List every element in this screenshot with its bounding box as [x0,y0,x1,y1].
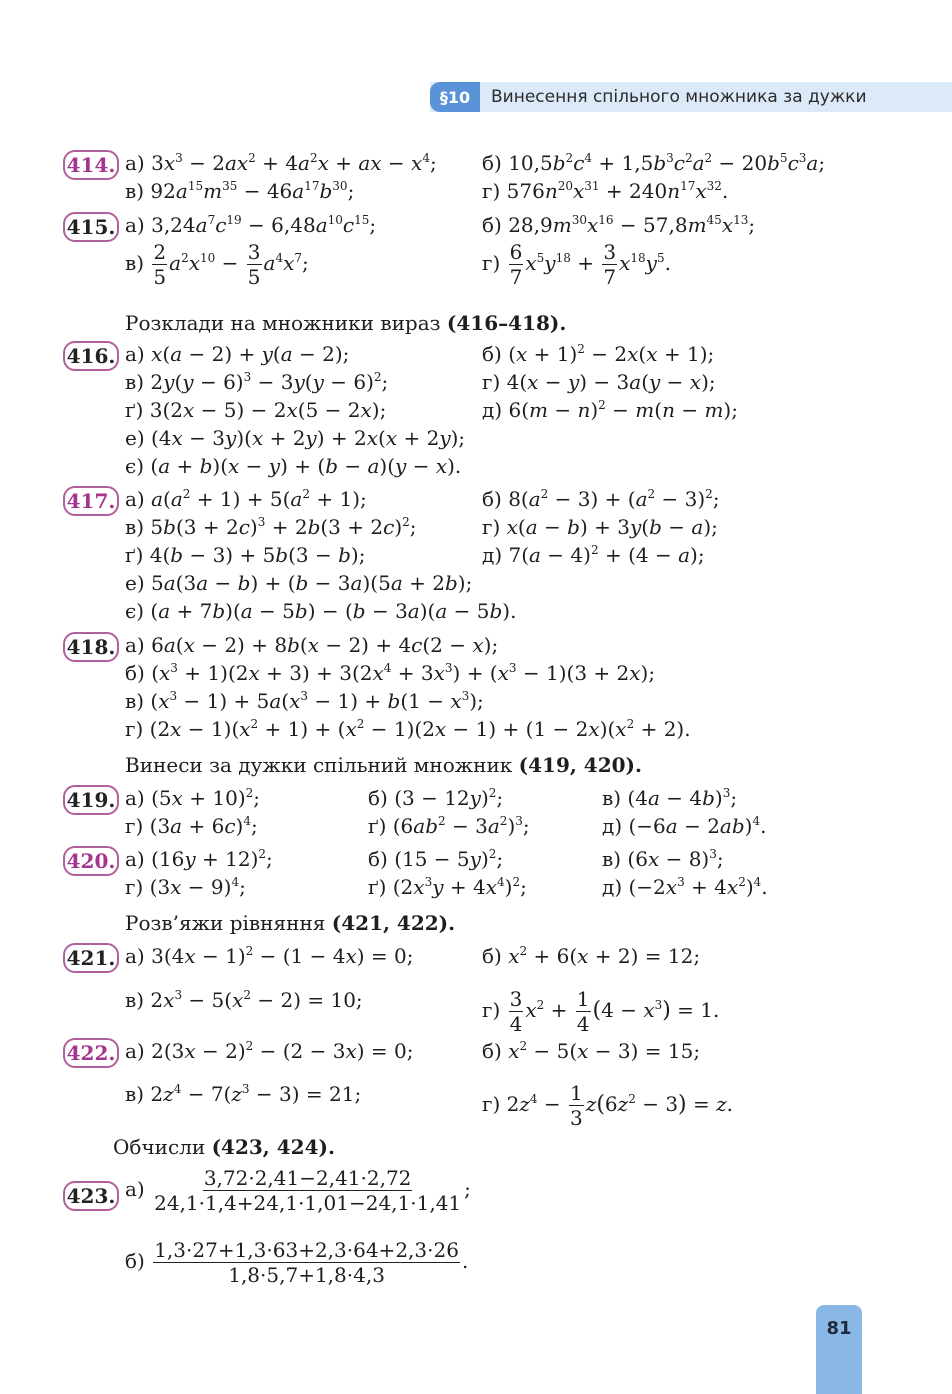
exercise-item: в) $2y(y - 6)^3 - 3y(y - 6)^2$; [125,370,389,394]
exercise-item: а) 6a(x − 2) + 8b(x − 2) + 4c(2 − x); [125,633,499,657]
exercise-item: а) $\frac{3,72\cdot 2,41-2,41\cdot 2,72}{24,1\cdot 1,4+24,1\cdot 1,01-24,1\cdot 1,41}$ ; [125,1166,471,1215]
exercise-item: б) $(x + 1)^2 - 2x(x + 1)$; [482,342,715,366]
page-number: 81 [826,1318,852,1339]
exercise-number: 420. [63,846,119,876]
exercise-number: 418. [63,632,119,662]
instruction: Винеси за дужки спільний множник (419, 420). [125,753,642,777]
exercise-number: 415. [63,212,119,242]
exercise-item: є) (a + 7b)(a − 5b) − (b − 3a)(a − 5b). [125,599,517,623]
exercise-item: б) $x^2 + 6(x + 2) = 12$; [482,944,701,968]
exercise-item: б) $(3 - 12y)^2$; [368,786,504,810]
exercise-number: 423. [63,1181,119,1211]
exercise-item: а) $3(4x - 1)^2 - (1 - 4x) = 0$; [125,944,414,968]
exercise-item: д) $(-2x^3 + 4x^2)^4$. [602,875,768,899]
exercise-item: е) (4x − 3y)(x + 2y) + 2x(x + 2y); [125,426,466,450]
exercise-item: а) $(5x + 10)^2$; [125,786,261,810]
exercise-item: б) $10,5b^2c^4 + 1,5b^3c^2a^2 - 20b^5c^3a$; [482,151,826,175]
exercise-item: ґ) $(2x^3y + 4x^4)^2$; [368,875,527,899]
exercise-item: в) $(4a - 4b)^3$; [602,786,738,810]
exercise-item: д) $7(a - 4)^2 + (4 - a)$; [482,543,705,567]
exercise-item: б) $(x^3 + 1)(2x + 3) + 3(2x^4 + 3x^3) + (x^3 - 1)(3 + 2x)$; [125,661,656,685]
exercise-item: г) $(3a + 6c)^4$; [125,814,258,838]
exercise-number: 419. [63,785,119,815]
section-badge: §10 [430,82,480,112]
exercise-item: д) $(-6a - 2ab)^4$. [602,814,767,838]
exercise-item: е) 5a(3a − b) + (b − 3a)(5a + 2b); [125,571,473,595]
exercise-number: 416. [63,341,119,371]
exercise-item: а) $a(a^2 + 1) + 5(a^2 + 1)$; [125,487,367,511]
exercise-item: ґ) 3(2x − 5) − 2x(5 − 2x); [125,398,387,422]
exercise-item: в) $5b(3 + 2c)^3 + 2b(3 + 2c)^2$; [125,515,417,539]
exercise-item: г) $(3x - 9)^4$; [125,875,246,899]
exercise-item: г) x(a − b) + 3y(b − a); [482,515,718,539]
exercise-number: 414. [63,150,119,180]
exercise-item: є) (a + b)(x − y) + (b − a)(y − x). [125,454,462,478]
exercise-item: г) $(2x - 1)(x^2 + 1) + (x^2 - 1)(2x - 1) + (1 - 2x)(x^2 + 2)$. [125,717,691,741]
exercise-item: в) $\frac{2}{5}$ $a^2x^{10}$ − $\frac{3}{5}$ $a^4x^7$; [125,240,309,289]
exercise-item: г) $2z^4$ − $\frac{1}{3}$ $z(6z^2 - 3) = z$. [482,1081,734,1130]
instruction: Розв’яжи рівняння (421, 422). [125,911,456,935]
exercise-item: ґ) $(6ab^2 - 3a^2)^3$; [368,814,530,838]
exercise-item: а) x(a − 2) + y(a − 2); [125,342,350,366]
exercise-item: д) $6(m - n)^2 - m(n - m)$; [482,398,738,422]
exercise-item: а) $3,24a^7c^{19} - 6,48a^{10}c^{15}$; [125,213,377,237]
section-title: Винесення спільного множника за дужки [491,87,867,107]
exercise-item: б) $8(a^2 - 3) + (a^2 - 3)^2$; [482,487,720,511]
exercise-number: 421. [63,943,119,973]
exercise-item: в) $92a^{15}m^{35} - 46a^{17}b^{30}$; [125,179,355,203]
exercise-item: в) $(x^3 - 1) + 5a(x^3 - 1) + b(1 - x^3)$; [125,689,484,713]
exercise-item: г) $576n^{20}x^{31} + 240n^{17}x^{32}$. [482,179,729,203]
exercise-item: б) $\frac{1,3\cdot 27+1,3\cdot 63+2,3\cdot 64+2,3\cdot 26}{1,8\cdot 5,7+1,8\cdot 4,3}$ . [125,1238,469,1287]
exercise-number: 422. [63,1038,119,1068]
exercise-item: а) $(16y + 12)^2$; [125,847,273,871]
exercise-item: в) $2x^3 - 5(x^2 - 2) = 10$; [125,988,363,1012]
exercise-item: ґ) 4(b − 3) + 5b(3 − b); [125,543,366,567]
instruction: Розклади на множники вираз (416–418). [125,311,567,335]
exercise-number: 417. [63,486,119,516]
exercise-item: в) $(6x - 8)^3$; [602,847,724,871]
exercise-item: г) $\frac{6}{7}$ $x^5y^{18}$ + $\frac{3}{7}$ $x^{18}y^5$. [482,240,671,289]
exercise-item: г) 4(x − y) − 3a(y − x); [482,370,716,394]
exercise-item: а) $3x^3 - 2ax^2 + 4a^2x$ + ax − $x^4$; [125,151,437,175]
instruction: Обчисли (423, 424). [113,1135,335,1159]
exercise-item: г) $\frac{3}{4}$ $x^2$ + $\frac{1}{4}$ $(4 - x^3) = 1$. [482,987,720,1036]
exercise-item: б) $x^2 - 5(x - 3) = 15$; [482,1039,701,1063]
exercise-item: б) $(15 - 5y)^2$; [368,847,504,871]
exercise-item: б) $28,9m^{30}x^{16} - 57,8m^{45}x^{13}$; [482,213,756,237]
exercise-item: а) $2(3x - 2)^2 - (2 - 3x) = 0$; [125,1039,414,1063]
exercise-item: в) $2z^4 - 7(z^3 - 3) = 21$; [125,1082,362,1106]
